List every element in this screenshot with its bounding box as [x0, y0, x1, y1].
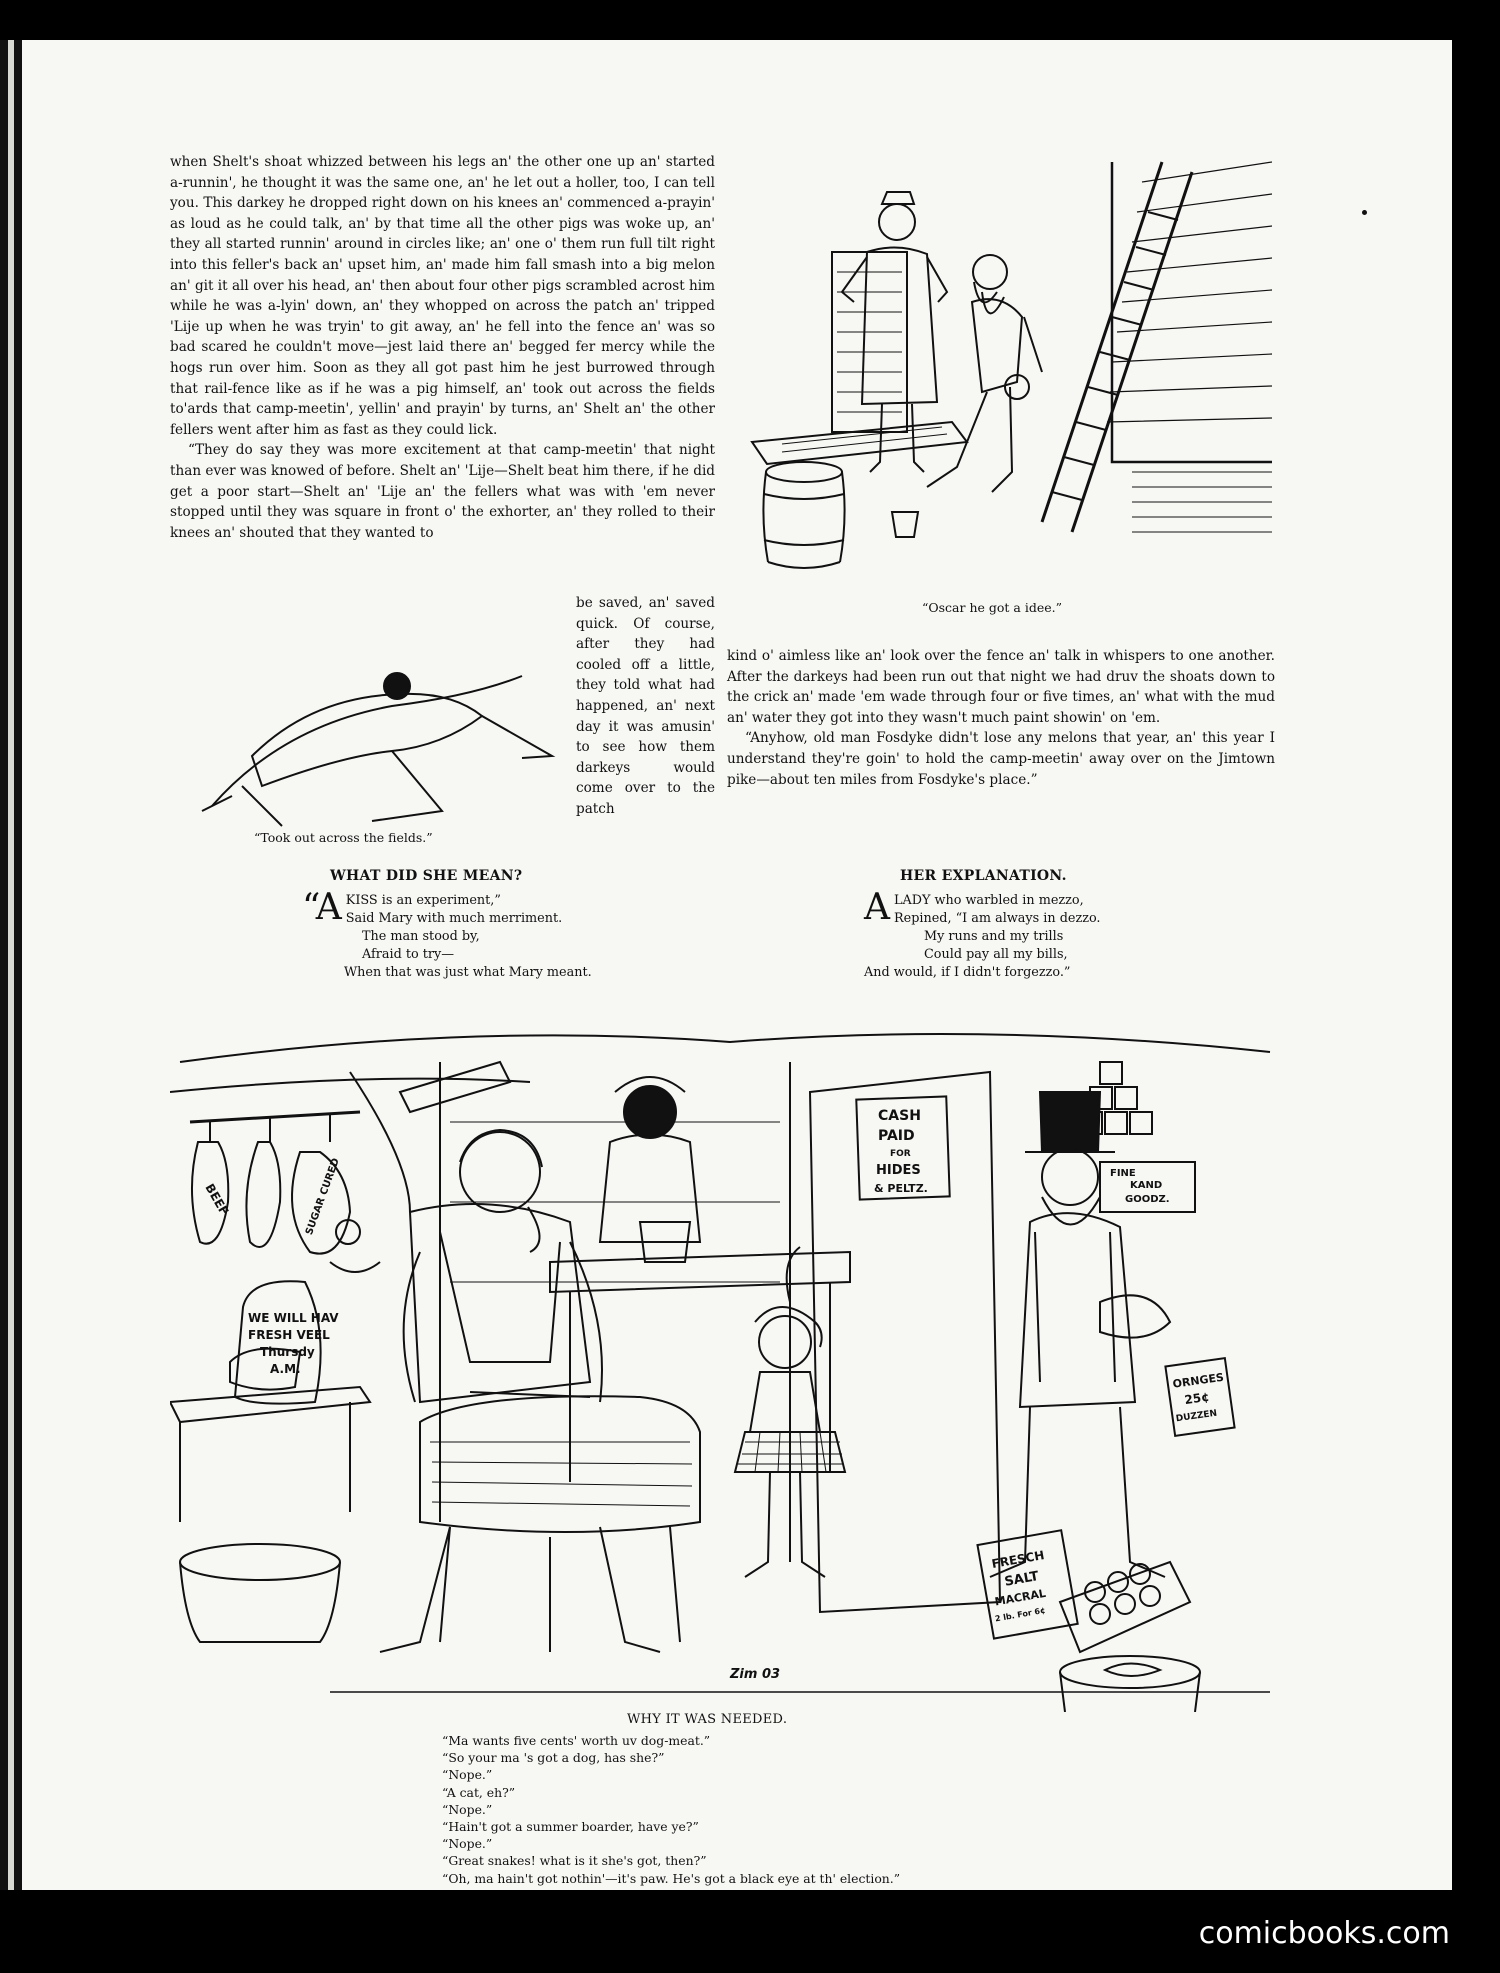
dialog-line: “Great snakes! what is it she's got, then?” [442, 1853, 707, 1869]
sign-fish-line: MACRAL [993, 1586, 1047, 1609]
story-paragraph: “Anyhow, old man Fosdyke didn't lose any melons that year, an' this year I understand they're goin' to hold the camp-meetin' away over on the Jimtown pike—about ten miles from Fosdyke's place.” [727, 730, 1275, 788]
magazine-page [22, 40, 1452, 1890]
poem-line: Repined, “I am always in dezzo. [894, 911, 1101, 926]
sign-fish-line: FRESCH [990, 1548, 1046, 1572]
story-right-column [727, 646, 1275, 790]
sign-veel-line: FRESH VEEL [248, 1328, 330, 1342]
poem-line: Afraid to try— [362, 947, 455, 962]
sign-kand-line: GOODZ. [1125, 1194, 1170, 1205]
illustration-oscar [742, 142, 1272, 602]
poem-title-right: HER EXPLANATION. [900, 868, 1067, 884]
site-watermark: comicbooks.com [1198, 1916, 1450, 1951]
poem-line: Said Mary with much merriment. [345, 911, 563, 926]
poem-line: LADY who warbled in mezzo, [894, 893, 1084, 908]
butcher-shop-drawing [170, 1002, 1290, 1712]
poem-line: When that was just what Mary meant. [344, 965, 592, 980]
sign-veel-line: WE WILL HAV [248, 1311, 339, 1325]
print-speck [1362, 210, 1367, 215]
running-man-drawing [192, 636, 562, 836]
dialog-title: WHY IT WAS NEEDED. [627, 1712, 788, 1727]
story-paragraph: “They do say they was more excitement at that camp-meetin' that night than ever was knowed of before. Shelt an' 'Lije—Shelt beat him there, if he did get a poor start—Shelt an' 'Lije an' the fellers what was with 'em never stopped until they was square in front o' the exhorter, an' they rolled to their knees an' shouted that they wanted to [170, 442, 715, 541]
dialog-line: “Nope.” [442, 1836, 493, 1852]
caption-oscar: “Oscar he got a idee.” [922, 600, 1062, 615]
sign-sugar-cured: SUGAR CURED [303, 1156, 342, 1237]
poem-drop-cap: “A [302, 887, 342, 928]
dialog-line: “Oh, ma hain't got nothin'—it's paw. He's got a black eye at th' election.” [442, 1870, 901, 1886]
sign-kand-line: KAND [1130, 1180, 1163, 1191]
sign-veel-line: Thursdy [260, 1345, 315, 1359]
sign-veel-line: A.M. [270, 1362, 301, 1376]
sign-orng-line: ORNGES [1171, 1370, 1225, 1391]
caption-fields: “Took out across the fields.” [254, 830, 433, 845]
poem-drop-cap: A [864, 887, 890, 928]
story-paragraph: kind o' aimless like an' look over the fence an' talk in whispers to one another. After the darkeys had been run out that night we had druv the shoats down to the crick an' made 'em wade through four or five times, an' what with the mud an' water they got into they wasn't much paint showin' on 'em. [727, 648, 1275, 726]
poem-line: The man stood by, [362, 929, 480, 944]
sign-beef: BEEF [202, 1181, 232, 1218]
poem-line: KISS is an experiment,” [345, 893, 501, 908]
sign-fish-line: SALT [1003, 1569, 1040, 1590]
page-edge [0, 40, 22, 1890]
ladder-drawing [742, 142, 1272, 602]
sign-fish-line: 2 lb. For 6¢ [994, 1605, 1047, 1624]
poem-line: My runs and my trills [924, 929, 1064, 944]
story-paragraph: be saved, an' saved quick. Of course, after they had cooled off a little, they told what had happened, an' next day it was amusin' to see how them darkeys would come over to the patch [576, 595, 715, 817]
sign-cash-line: FOR [890, 1149, 911, 1159]
illustration-running-man [192, 636, 562, 836]
illustration-butcher-shop [170, 1002, 1290, 1712]
poem-title-left: WHAT DID SHE MEAN? [330, 868, 523, 884]
sign-cash-line: & PELTZ. [874, 1182, 928, 1195]
sign-kand-line: FINE [1110, 1168, 1136, 1179]
poem-right [864, 887, 1101, 982]
sign-cash-line: PAID [878, 1128, 915, 1144]
poem-line: Could pay all my bills, [924, 947, 1068, 962]
sign-orng-line: DUZZEN [1175, 1408, 1218, 1425]
story-narrow-column [576, 593, 715, 820]
dialog-line: “A cat, eh?” [442, 1784, 516, 1800]
sign-orng-line: 25¢ [1183, 1389, 1211, 1408]
story-paragraph: when Shelt's shoat whizzed between his legs an' the other one up an' started a-runnin', he thought it was the same one, an' he let out a holler, too, I can tell you. This darkey he dropped right down on his knees an' commenced a-prayin' as loud as he could talk, an' by that time all the other pigs was woke up, an' they all started runnin' around in circles like; an' one o' them run full tilt right into this feller's back an' upset him, an' made him fall smash into a big melon an' git it all over his head, an' then about four other pigs scrambled acrost him while he was a-lyin' down, an' they whopped on across the patch an' tripped 'Lije up when he was tryin' to git away, an' he fell into the fence an' was so bad scared he couldn't move—jest laid there an' begged fer mercy while the hogs run over him. Soon as they all got past him he jest burrowed through that rail-fence like as if he was a pig himself, an' took out across the fields to'ards that camp-meetin', yellin' and prayin' by turns, an' Shelt an' the other fellers went after him as fast as they could lick. [170, 154, 715, 438]
artist-signature: Zim 03 [730, 1667, 781, 1682]
poem-line: And would, if I didn't forgezzo.” [864, 965, 1071, 980]
dialog-line: “Nope.” [442, 1767, 493, 1783]
dialog-line: “Ma wants five cents' worth uv dog-meat.” [442, 1733, 711, 1748]
poem-left [302, 887, 592, 982]
sign-cash-line: HIDES [876, 1163, 921, 1178]
dialog-line: “Nope.” [442, 1801, 493, 1817]
dialog-line: “So your ma 's got a dog, has she?” [442, 1750, 665, 1766]
dialog-line: “Hain't got a summer boarder, have ye?” [442, 1819, 699, 1835]
sign-cash-line: CASH [878, 1108, 921, 1124]
dialog-lines [442, 1732, 900, 1887]
story-left-column [170, 152, 715, 543]
